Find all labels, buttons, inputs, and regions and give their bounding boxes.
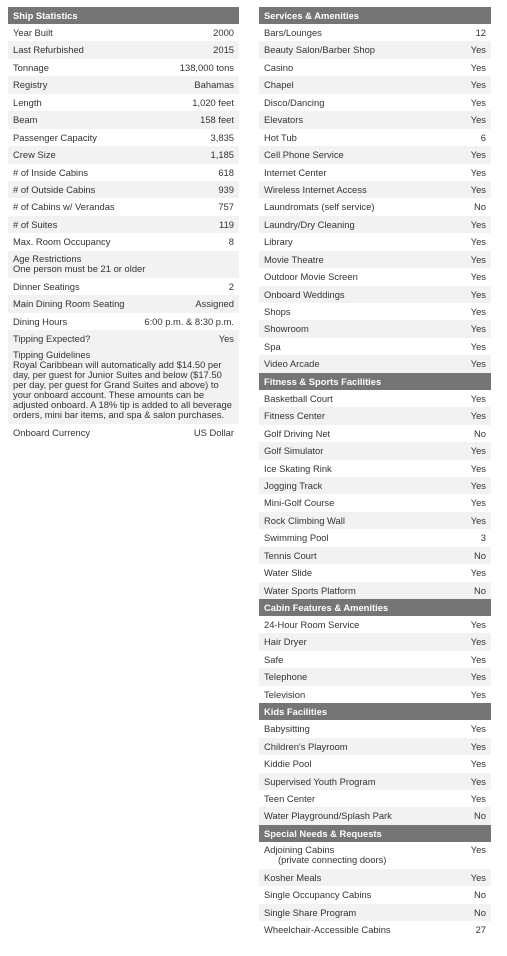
- tipping-line: day, per guest for Junior Suites and below ($17.50: [13, 369, 222, 381]
- row-label: Showroom: [264, 323, 309, 335]
- row-value: Yes: [470, 479, 486, 491]
- row-value: No: [474, 549, 486, 561]
- row-label: Max. Room Occupancy: [13, 236, 111, 248]
- table-row: [8, 24, 239, 41]
- row-label: Library: [264, 236, 293, 248]
- row-label: # of Cabins w/ Verandas: [13, 201, 115, 213]
- table-row: [259, 320, 491, 337]
- row-value: No: [474, 889, 486, 901]
- table-row: [8, 295, 239, 312]
- row-value: Yes: [470, 323, 486, 335]
- row-label: Casino: [264, 61, 294, 73]
- adjoining-cabins-row: [259, 842, 491, 869]
- fitness-header: Fitness & Sports Facilities: [259, 373, 491, 390]
- row-label: Crew Size: [13, 149, 56, 161]
- table-row: [259, 921, 491, 938]
- table-row: [259, 755, 491, 772]
- row-value: Yes: [470, 271, 486, 283]
- row-label: Year Built: [13, 27, 53, 38]
- row-label: Laundry/Dry Cleaning: [264, 218, 355, 230]
- table-row: [259, 390, 491, 407]
- row-label: Dining Hours: [13, 315, 68, 327]
- table-row: [259, 494, 491, 511]
- ship-statistics-column: [8, 7, 239, 442]
- table-row: [259, 76, 491, 93]
- table-row: [259, 24, 491, 41]
- row-label: Jogging Track: [264, 479, 323, 491]
- row-value: No: [474, 201, 486, 213]
- row-value: Yes: [470, 218, 486, 230]
- row-value: Yes: [470, 688, 486, 700]
- onboard-currency-value: US Dollar: [193, 427, 234, 439]
- row-value: 27: [475, 924, 486, 936]
- tipping-line: adjusted onboard. A 18% tip is added to all beverage: [13, 399, 232, 411]
- table-row: [8, 233, 239, 250]
- row-label: Water Playground/Splash Park: [264, 810, 392, 822]
- amenities-column: [259, 7, 491, 939]
- ship-statistics-header: Ship Statistics: [8, 7, 239, 24]
- age-restrictions-label: Age Restrictions: [13, 252, 82, 264]
- table-row: [259, 59, 491, 76]
- table-row: [259, 425, 491, 442]
- row-label: Disco/Dancing: [264, 96, 325, 108]
- row-label: Passenger Capacity: [13, 131, 97, 143]
- row-value: Yes: [470, 567, 486, 579]
- table-row: [259, 303, 491, 320]
- table-row: [259, 773, 491, 790]
- tipping-guidelines-label: Tipping Guidelines: [13, 349, 91, 361]
- row-value: Assigned: [195, 298, 234, 310]
- table-row: [259, 286, 491, 303]
- row-value: Yes: [470, 462, 486, 474]
- row-label: Main Dining Room Seating: [13, 298, 125, 310]
- row-label: Wheelchair-Accessible Cabins: [264, 924, 391, 936]
- row-label: Hot Tub: [264, 131, 297, 143]
- row-value: Yes: [470, 445, 486, 457]
- table-row: [8, 164, 239, 181]
- row-value: Yes: [470, 636, 486, 648]
- row-label: Tonnage: [13, 61, 49, 73]
- table-row: [259, 181, 491, 198]
- row-value: 158 feet: [200, 114, 234, 126]
- row-label: Supervised Youth Program: [264, 775, 376, 787]
- row-label: Tipping Expected?: [13, 333, 91, 344]
- row-label: Fitness Center: [264, 410, 325, 422]
- row-value: No: [474, 906, 486, 918]
- table-row: [259, 633, 491, 650]
- row-value: No: [474, 584, 486, 596]
- table-row: [259, 477, 491, 494]
- row-value: 3: [480, 532, 486, 544]
- row-value: Yes: [470, 758, 486, 770]
- row-value: Yes: [470, 653, 486, 665]
- row-label: Water Slide: [264, 567, 313, 579]
- table-row: [259, 460, 491, 477]
- row-label: Wireless Internet Access: [264, 183, 367, 195]
- row-value: Yes: [470, 619, 486, 630]
- row-value: Yes: [470, 149, 486, 161]
- table-row: [259, 442, 491, 459]
- table-row: [259, 547, 491, 564]
- row-label: Last Refurbished: [13, 44, 84, 56]
- tipping-guidelines-row: [8, 347, 239, 424]
- row-value: Yes: [470, 358, 486, 370]
- row-label: Dinner Seatings: [13, 280, 80, 292]
- row-label: Hair Dryer: [264, 636, 307, 648]
- table-row: [8, 59, 239, 76]
- row-label: Onboard Weddings: [264, 288, 345, 300]
- row-value: 6: [480, 131, 486, 143]
- row-value: 618: [218, 166, 234, 178]
- table-row: [259, 338, 491, 355]
- row-value: Yes: [470, 340, 486, 352]
- row-label: Shops: [264, 306, 291, 317]
- table-row: [8, 198, 239, 215]
- row-value: Yes: [470, 79, 486, 91]
- row-value: Yes: [470, 514, 486, 526]
- table-row: [259, 251, 491, 268]
- table-row: [259, 651, 491, 668]
- age-restrictions-row: [8, 251, 239, 278]
- table-row: [259, 512, 491, 529]
- row-value: Yes: [470, 392, 486, 404]
- row-label: Laundromats (self service): [264, 201, 375, 213]
- adjoining-cabins-label: Adjoining Cabins: [264, 843, 335, 855]
- tipping-line: your onboard account. These amounts can be: [13, 389, 205, 401]
- row-label: Video Arcade: [264, 358, 320, 370]
- table-row: [259, 886, 491, 903]
- row-label: Rock Climbing Wall: [264, 514, 345, 526]
- row-label: Swimming Pool: [264, 532, 329, 544]
- table-row: [259, 233, 491, 250]
- row-value: Yes: [470, 792, 486, 804]
- row-value: 2015: [213, 44, 234, 56]
- table-row: [8, 111, 239, 128]
- row-label: Golf Simulator: [264, 445, 324, 457]
- table-row: [8, 41, 239, 58]
- row-value: Yes: [470, 183, 486, 195]
- row-value: 12: [475, 27, 486, 38]
- row-value: Bahamas: [194, 79, 234, 91]
- row-value: Yes: [470, 410, 486, 422]
- row-value: 2000: [213, 27, 234, 38]
- row-label: Single Occupancy Cabins: [264, 889, 372, 901]
- row-label: Children's Playroom: [264, 740, 348, 752]
- row-label: Length: [13, 96, 42, 108]
- table-row: [8, 181, 239, 198]
- row-value: Yes: [470, 61, 486, 73]
- special-header: Special Needs & Requests: [259, 825, 491, 842]
- row-label: Bars/Lounges: [264, 27, 322, 38]
- row-label: Cell Phone Service: [264, 149, 344, 161]
- row-label: Water Sports Platform: [264, 584, 356, 596]
- table-row: [259, 216, 491, 233]
- row-value: Yes: [470, 871, 486, 883]
- row-value: Yes: [218, 333, 234, 344]
- row-value: 119: [219, 218, 234, 230]
- row-value: 6:00 p.m. & 8:30 p.m.: [144, 315, 234, 327]
- table-row: [259, 564, 491, 581]
- table-row: [259, 129, 491, 146]
- row-value: 1,185: [210, 149, 234, 161]
- row-value: Yes: [470, 96, 486, 108]
- row-label: Elevators: [264, 114, 304, 126]
- row-label: Beauty Salon/Barber Shop: [264, 44, 376, 56]
- table-row: [259, 198, 491, 215]
- row-value: No: [474, 427, 486, 439]
- table-row: [259, 616, 491, 633]
- row-value: Yes: [470, 44, 486, 56]
- table-row: [259, 807, 491, 824]
- table-row: [259, 41, 491, 58]
- row-label: # of Outside Cabins: [13, 183, 96, 195]
- table-row: [259, 164, 491, 181]
- table-row: [259, 790, 491, 807]
- row-label: Single Share Program: [264, 906, 357, 918]
- row-label: Spa: [264, 340, 281, 352]
- adjoining-cabins-value: Yes: [470, 843, 486, 855]
- row-value: Yes: [470, 253, 486, 265]
- onboard-currency-row: [8, 424, 239, 441]
- cabin-header: Cabin Features & Amenities: [259, 599, 491, 616]
- adjoining-cabins-sub: (private connecting doors): [278, 853, 387, 865]
- row-label: # of Suites: [13, 218, 58, 230]
- tipping-line: per day, per guest for Grand Suites and above) to: [13, 379, 219, 391]
- row-value: 1,020 feet: [192, 96, 234, 108]
- table-row: [259, 268, 491, 285]
- tipping-line: Royal Caribbean will automatically add $14.50 per: [13, 359, 222, 371]
- row-label: Teen Center: [264, 792, 316, 804]
- row-label: 24-Hour Room Service: [264, 619, 360, 630]
- row-value: 757: [218, 201, 234, 213]
- row-label: Ice Skating Rink: [264, 462, 332, 474]
- row-label: Basketball Court: [264, 392, 333, 404]
- row-value: Yes: [470, 306, 486, 317]
- tipping-line: orders, mini bar items, and spa & salon purchases.: [13, 409, 225, 421]
- table-row: [8, 76, 239, 93]
- row-label: Kiddie Pool: [264, 758, 312, 770]
- table-row: [259, 529, 491, 546]
- row-value: 138,000 tons: [179, 61, 234, 73]
- row-label: Movie Theatre: [264, 253, 324, 265]
- row-label: Outdoor Movie Screen: [264, 271, 358, 283]
- table-row: [8, 146, 239, 163]
- table-row: [259, 111, 491, 128]
- row-label: Golf Driving Net: [264, 427, 331, 439]
- table-row: [8, 330, 239, 347]
- row-value: Yes: [470, 671, 486, 683]
- table-row: [259, 94, 491, 111]
- table-row: [8, 278, 239, 295]
- row-value: Yes: [470, 114, 486, 126]
- row-value: Yes: [470, 723, 486, 735]
- row-value: Yes: [470, 166, 486, 178]
- row-label: Babysitting: [264, 723, 310, 735]
- table-row: [259, 146, 491, 163]
- age-restrictions-text: One person must be 21 or older: [13, 262, 146, 274]
- kids-header: Kids Facilities: [259, 703, 491, 720]
- table-row: [259, 668, 491, 685]
- table-row: [8, 313, 239, 330]
- services-header: Services & Amenities: [259, 7, 491, 24]
- row-value: 2: [228, 280, 234, 292]
- row-label: Tennis Court: [264, 549, 317, 561]
- table-row: [8, 94, 239, 111]
- row-label: Beam: [13, 114, 38, 126]
- table-row: [8, 129, 239, 146]
- row-label: Chapel: [264, 79, 294, 91]
- row-value: Yes: [470, 497, 486, 509]
- table-row: [259, 686, 491, 703]
- table-row: [259, 904, 491, 921]
- table-row: [259, 720, 491, 737]
- row-label: Internet Center: [264, 166, 327, 178]
- table-row: [259, 738, 491, 755]
- row-label: Telephone: [264, 671, 308, 683]
- row-label: Safe: [264, 653, 284, 665]
- table-row: [8, 216, 239, 233]
- row-label: Mini-Golf Course: [264, 497, 335, 509]
- row-value: 939: [218, 183, 234, 195]
- row-value: Yes: [470, 740, 486, 752]
- row-value: Yes: [470, 775, 486, 787]
- row-value: Yes: [470, 236, 486, 248]
- row-value: 3,835: [210, 131, 234, 143]
- table-row: [259, 407, 491, 424]
- table-row: [259, 582, 491, 599]
- row-label: Registry: [13, 79, 48, 91]
- table-row: [259, 355, 491, 372]
- row-label: Television: [264, 688, 306, 700]
- row-label: Kosher Meals: [264, 871, 322, 883]
- row-value: No: [474, 810, 486, 822]
- onboard-currency-label: Onboard Currency: [13, 427, 91, 439]
- row-value: Yes: [470, 288, 486, 300]
- table-row: [259, 869, 491, 886]
- row-label: # of Inside Cabins: [13, 166, 89, 178]
- row-value: 8: [228, 236, 234, 248]
